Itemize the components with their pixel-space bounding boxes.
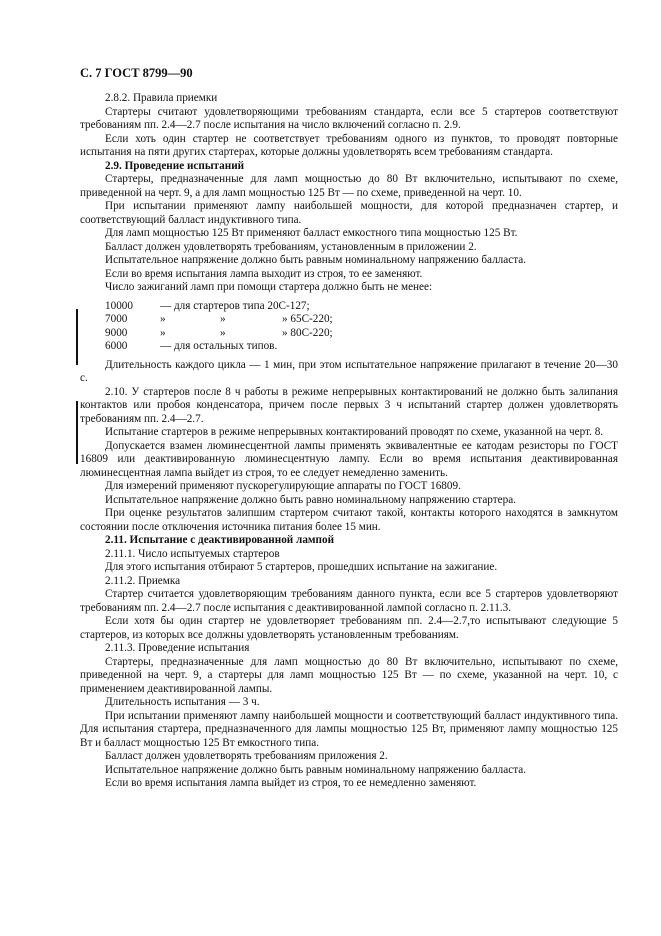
section-2-8-2-title: 2.8.2. Правила приемки xyxy=(105,92,218,104)
paragraph: Для этого испытания отбирают 5 стартеров, прошедших испытание на зажигание. xyxy=(105,561,498,573)
section-2-10-paragraph: 2.10. У стартеров после 8 ч работы в режиме непрерывных контактирований не должно быть залипания контактов или пробоя конденсатора, причем после первых 3 ч испытаний стартер должен удовлетворять требованиям пп. 2.4—2.7. xyxy=(80,385,618,425)
list-item: 6000 — для остальных типов. xyxy=(105,340,278,352)
section-2-11-title: 2.11. Испытание с деактивированной лампой xyxy=(105,534,335,546)
revision-bar-210 xyxy=(76,401,78,464)
paragraph: Балласт должен удовлетворять требованиям, установленным в приложении 2. xyxy=(105,240,477,253)
paragraph: Стартеры считают удовлетворяющими требованиям стандарта, если все 5 стартеров соответствуют требованиям пп. 2.4—2.7 после испытания на число включений согласно п. 2.9. xyxy=(80,105,618,131)
paragraph: Для измерений применяют пускорегулирующие аппараты по ГОСТ 16809. xyxy=(105,480,461,492)
paragraph: При испытании применяют лампу наибольшей мощности, для которой предназначен стартер, и соответствующий балласт индуктивного типа. xyxy=(80,200,618,226)
paragraph: Длительность каждого цикла — 1 мин, при этом испытательное напряжение прилагают в течение 20—30 с. xyxy=(80,358,618,384)
paragraph: Балласт должен удовлетворять требованиям приложения 2. xyxy=(105,750,388,762)
paragraph: Для ламп мощностью 125 Вт применяют балласт емкостного типа мощностью 125 Вт. xyxy=(105,227,518,239)
paragraph: Стартеры, предназначенные для ламп мощностью до 80 Вт включительно, испытывают по схеме, приведенной на черт. 9, а стартеры для ламп мощностью 125 Вт — по схеме, указанной на черт. 10, с применением деактивированной лампы. xyxy=(80,655,618,695)
paragraph: Если во время испытания лампа выйдет из строя, то ее немедленно заменяют. xyxy=(105,777,477,789)
paragraph: Число зажиганий ламп при помощи стартера должно быть не менее: xyxy=(105,281,433,293)
section-2-11-1-title: 2.11.1. Число испытуемых стартеров xyxy=(105,547,280,560)
paragraph: Если во время испытания лампа выходит из строя, то ее заменяют. xyxy=(105,267,423,280)
paragraph: Испытательное напряжение должно быть равным номинальному напряжению балласта. xyxy=(105,254,526,266)
paragraph: Если хоть один стартер не соответствует требованиям одного из пунктов, то проводят повторные испытания на пяти других стартерах, которые должны удовлетворять всем требованиям стандарта. xyxy=(80,132,618,158)
list-item: 7000 » » » 65С-220; xyxy=(105,313,333,325)
list-item: 9000 » » » 80С-220; xyxy=(105,326,333,339)
section-2-11-3-title: 2.11.3. Проведение испытания xyxy=(105,642,250,654)
paragraph: Испытательное напряжение должно быть равно номинальному напряжению стартера. xyxy=(105,493,516,506)
list-item: 10000 — для стартеров типа 20С-127; xyxy=(105,299,310,312)
document-body xyxy=(80,92,618,791)
section-2-11-2-title: 2.11.2. Приемка xyxy=(105,574,181,587)
paragraph: При оценке результатов залипшим стартером считают такой, контакты которого находятся в замкнутом состоянии после отключения источника питания более 15 мин. xyxy=(80,507,618,533)
paragraph: При испытании применяют лампу наибольшей мощности и соответствующий балласт индуктивного типа. Для испытания стартера, предназначенного для лампы мощностью 125 Вт, применяют лампу мощностью 125 Вт и балласт мощностью 125 Вт емкостного типа. xyxy=(80,709,618,749)
paragraph: Стартер считается удовлетворяющим требованиям данного пункта, если все 5 стартеров удовлетворяют требованиям пп. 2.4—2.7 после испытания с деактивированной лампой согласно п. 2.11.3. xyxy=(80,588,618,614)
paragraph: Если хотя бы один стартер не удовлетворяет требованиям пп. 2.4—2.7,то испытывают следующие 5 стартеров, из которых все должны удовлетворять установленным требованиям. xyxy=(80,615,618,641)
paragraph: Допускается взамен люминесцентной лампы применять эквивалентные ее катодам резисторы по ГОСТ 16809 или деактивированную люминесцентную лампу. Если во время испытания деактивированная люминесцентная лампа выйдет из строя, то ее следует немедленно заменить. xyxy=(80,439,618,479)
paragraph: Испытательное напряжение должно быть равным номинальному напряжению балласта. xyxy=(105,763,526,776)
ignition-count-list xyxy=(105,300,618,354)
paragraph: Испытание стартеров в режиме непрерывных контактирований проводят по схеме, указанной на черт. 8. xyxy=(105,426,604,438)
paragraph: Длительность испытания — 3 ч. xyxy=(105,696,260,708)
revision-bar-list xyxy=(76,309,78,365)
page-header: С. 7 ГОСТ 8799—90 xyxy=(80,66,193,80)
section-2-9-title: 2.9. Проведение испытаний xyxy=(105,159,245,172)
paragraph: Стартеры, предназначенные для ламп мощностью до 80 Вт включительно, испытывают по схеме, приведенной на черт. 9, а для ламп мощностью 125 Вт — по схеме, приведенной на черт. 10. xyxy=(80,173,618,199)
